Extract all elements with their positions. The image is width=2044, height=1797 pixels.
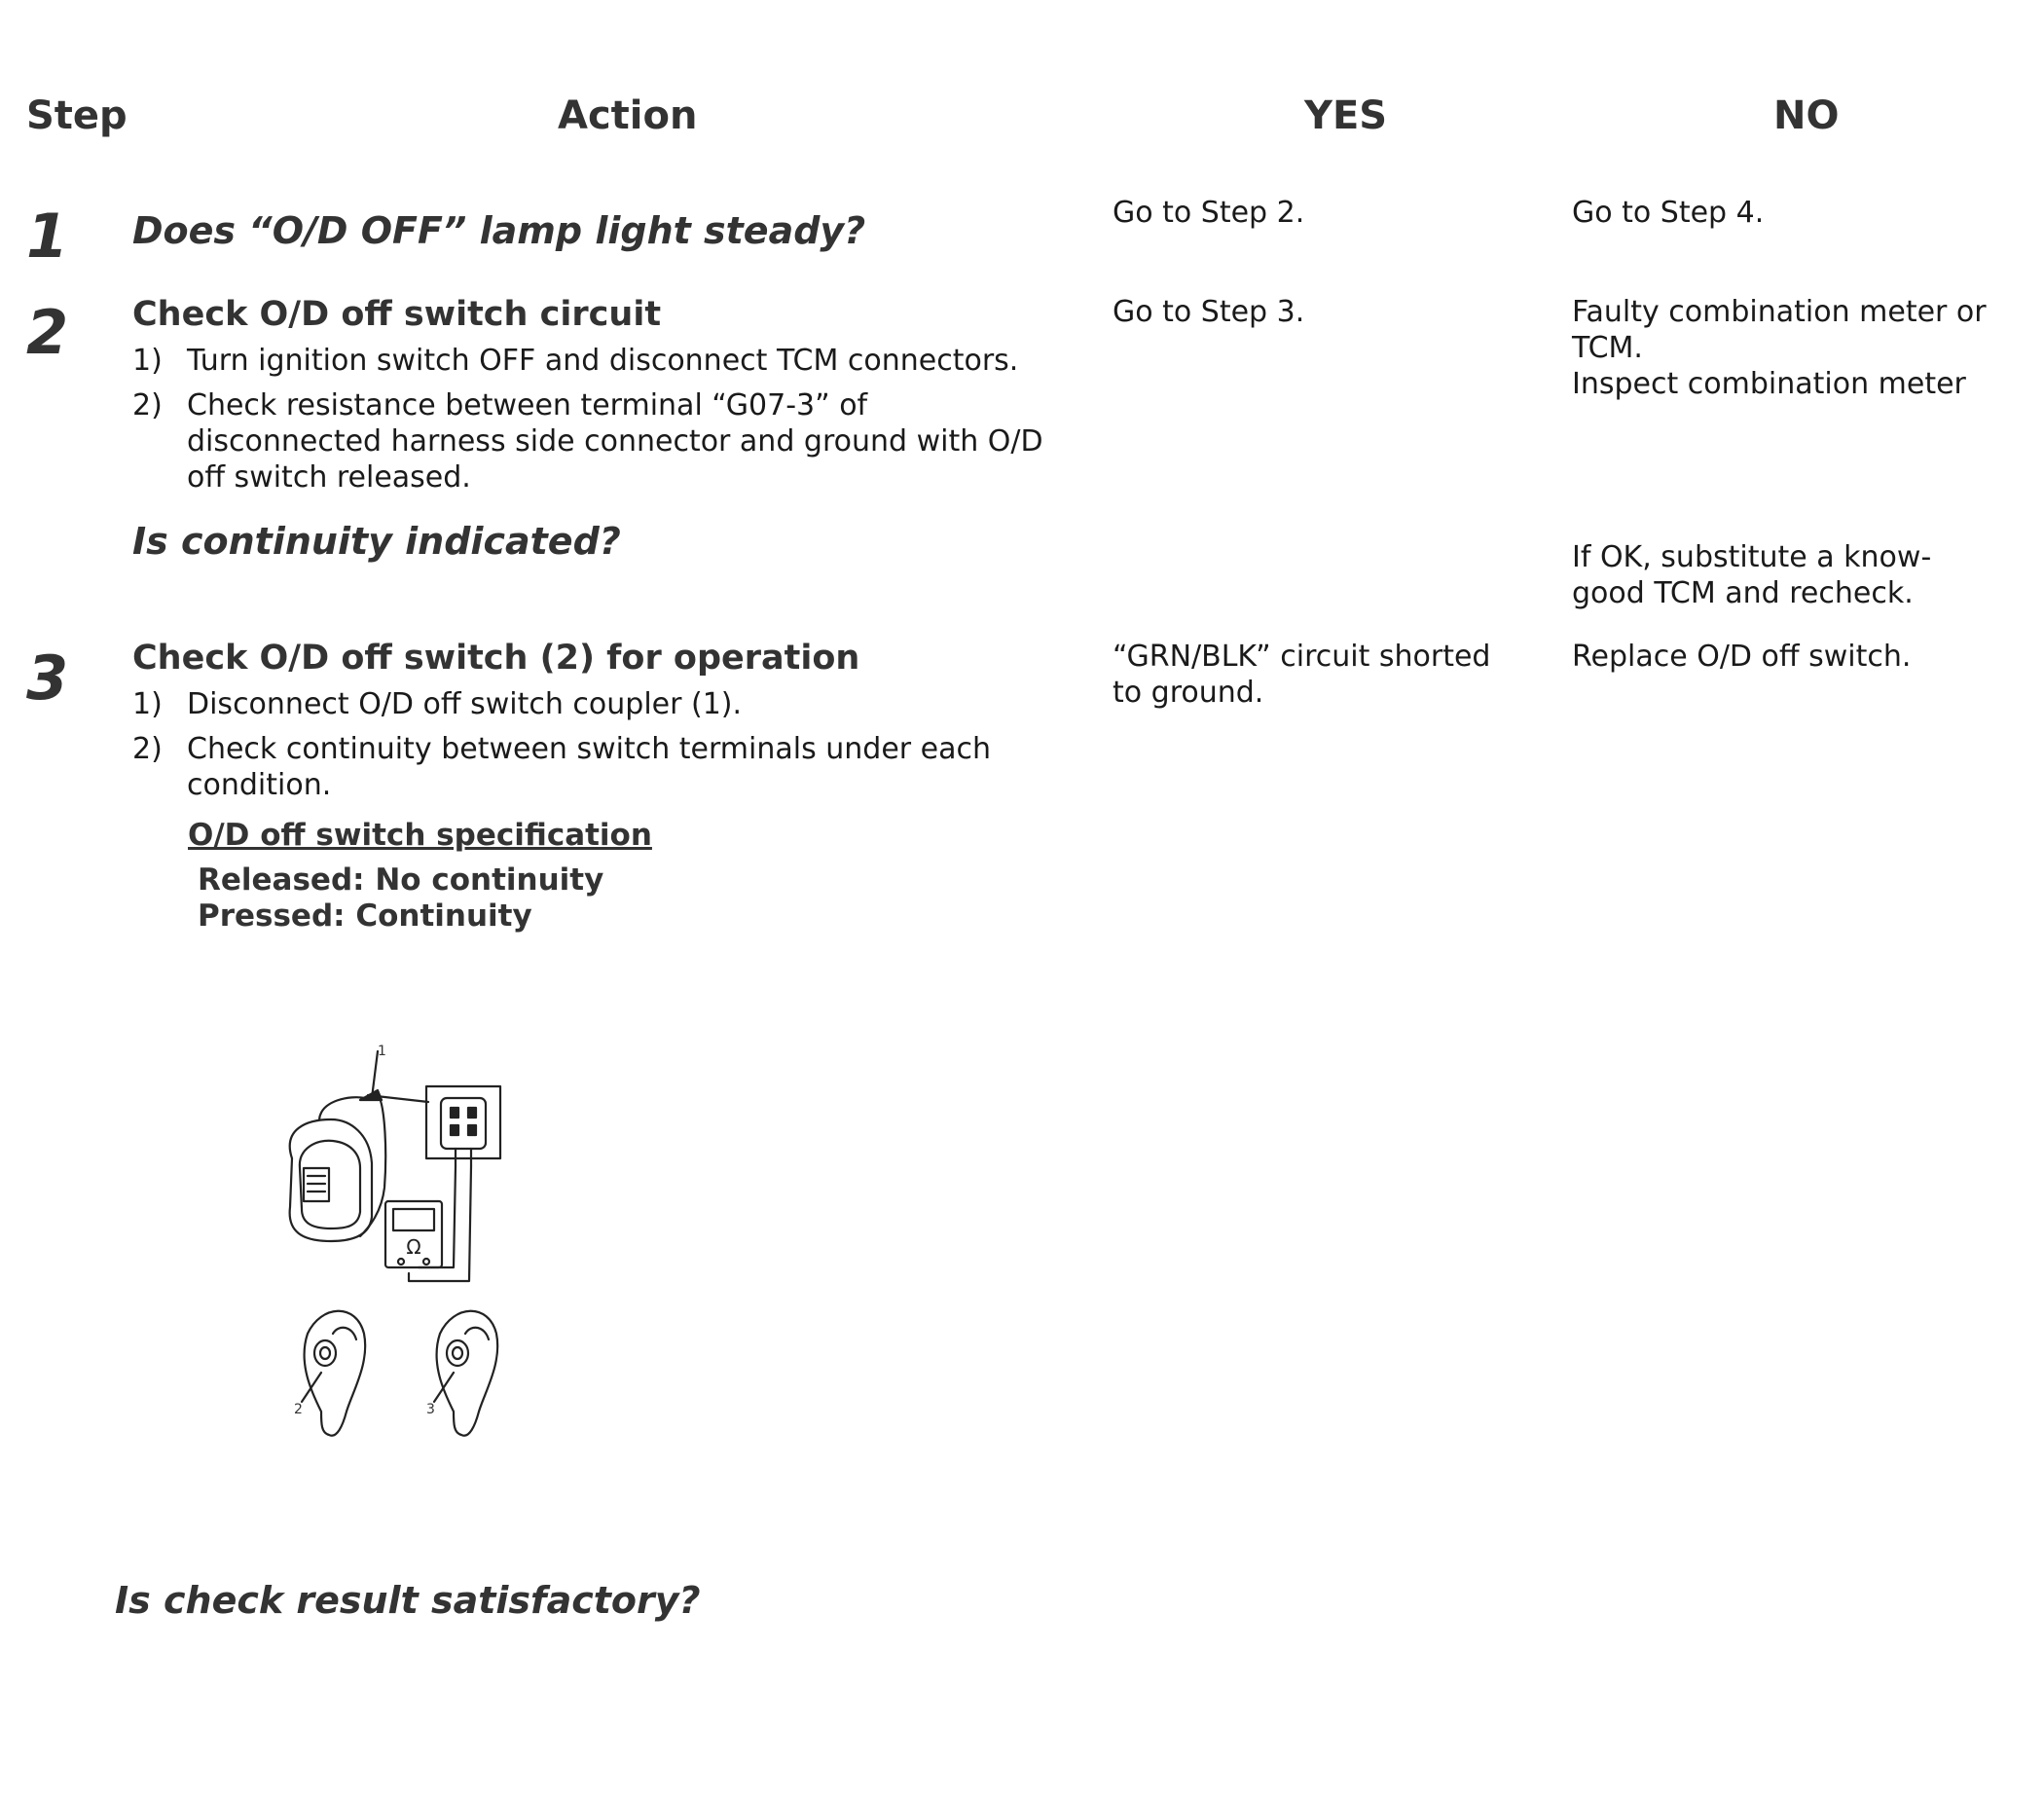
step-3-spec-released: Released: No continuity	[198, 862, 604, 898]
header-yes: YES	[1304, 93, 1388, 138]
step-2-item-1-line-1: Turn ignition switch OFF and disconnect TCM connectors.	[187, 344, 1019, 378]
step-2-item-2-line-3: off switch released.	[187, 460, 471, 495]
step-2-question: Is continuity indicated?	[132, 520, 621, 563]
step-1-no: Go to Step 4.	[1572, 196, 1765, 230]
connector-icon	[426, 1086, 500, 1166]
od-switch-released-icon	[302, 1311, 365, 1436]
step-2-title: Check O/D off switch circuit	[132, 295, 662, 334]
header-action: Action	[558, 93, 698, 138]
ohm-symbol: Ω	[406, 1235, 421, 1259]
step-2-no-line-4: If OK, substitute a know-	[1572, 540, 1932, 574]
step-3-item-2-line-1: Check continuity between switch terminals under each	[187, 732, 991, 766]
header-step: Step	[26, 93, 128, 138]
step-2-number: 2	[26, 297, 69, 368]
step-2-yes: Go to Step 3.	[1113, 295, 1305, 329]
step-3-question: Is check result satisfactory?	[115, 1579, 701, 1622]
step-3-item-2-line-2: condition.	[187, 768, 332, 802]
figure-label-2: 2	[294, 1402, 303, 1417]
figure-label-1: 1	[378, 1044, 386, 1059]
step-1-question: Does “O/D OFF” lamp light steady?	[132, 209, 866, 252]
step-3-yes-line-2: to ground.	[1113, 676, 1264, 710]
step-3-item-1-num: 1)	[132, 687, 163, 721]
step-2-no-line-3: Inspect combination meter	[1572, 367, 1966, 401]
step-1-yes: Go to Step 2.	[1113, 196, 1305, 230]
step-2-no-line-2: TCM.	[1572, 331, 1643, 365]
step-2-no-line-5: good TCM and recheck.	[1572, 576, 1914, 610]
od-switch-pressed-icon	[434, 1311, 497, 1436]
header-no: NO	[1773, 93, 1840, 138]
step-2-item-2-line-1: Check resistance between terminal “G07-3” of	[187, 388, 868, 422]
step-3-no: Replace O/D off switch.	[1572, 640, 1912, 674]
step-3-spec-pressed: Pressed: Continuity	[198, 898, 532, 934]
step-3-number: 3	[26, 642, 69, 714]
switch-test-figure	[263, 1042, 516, 1450]
step-2-no-line-1: Faulty combination meter or	[1572, 295, 1987, 329]
step-3-item-2-num: 2)	[132, 732, 163, 766]
step-2-item-2-num: 2)	[132, 388, 163, 422]
step-1-number: 1	[26, 201, 69, 272]
step-3-title: Check O/D off switch (2) for operation	[132, 639, 860, 678]
step-3-spec-title: O/D off switch specification	[188, 818, 652, 853]
coupler-icon	[290, 1090, 386, 1241]
step-2-item-1-num: 1)	[132, 344, 163, 378]
step-2-item-2-line-2: disconnected harness side connector and ground with O/D	[187, 424, 1043, 458]
figure-label-3: 3	[426, 1402, 435, 1417]
step-3-yes-line-1: “GRN/BLK” circuit shorted	[1113, 640, 1491, 674]
step-3-item-1-line-1: Disconnect O/D off switch coupler (1).	[187, 687, 743, 721]
